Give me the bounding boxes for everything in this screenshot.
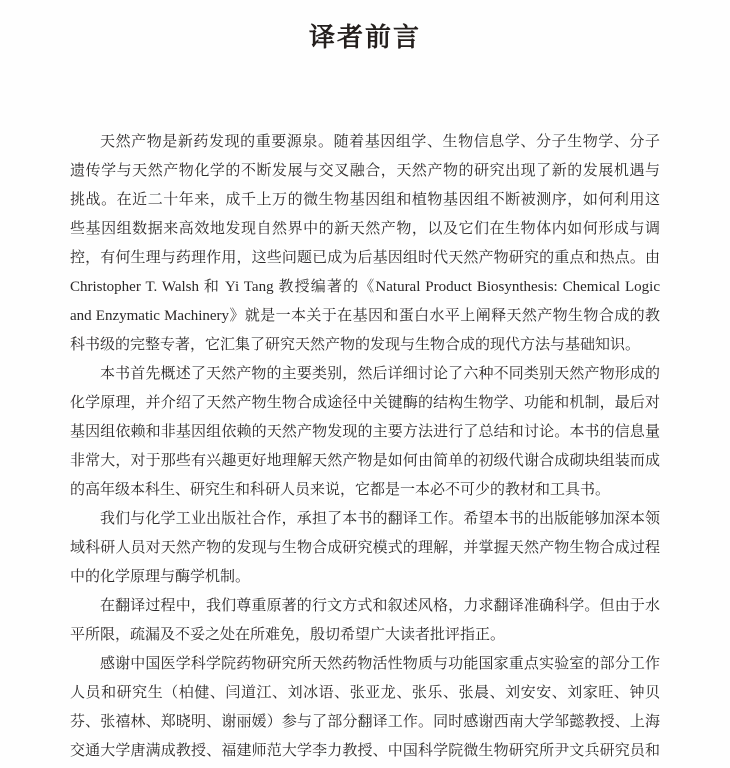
text-line: 在翻译过程中，我们尊重原著的行文方式和叙述风格，力求翻译准确科学。但由于水: [100, 598, 660, 614]
text-line: 非常大，对于那些有兴趣更好地理解天然产物是如何由简单的初级代谢合成砌块组装而成: [70, 453, 660, 469]
text-line: 人员和研究生（柏健、闫道江、刘冰语、张亚龙、张乐、张晨、刘安安、刘家旺、钟贝: [70, 685, 660, 701]
text-line: 挑战。在近二十年来，成千上万的微生物基因组和植物基因组不断被测序，如何利用这: [70, 192, 660, 208]
text-line: 我们与化学工业出版社合作，承担了本书的翻译工作。希望本书的出版能够加深本领: [100, 511, 660, 527]
text-line: 化学原理，并介绍了天然产物生物合成途径中关键酶的结构生物学、功能和机制，最后对: [70, 395, 660, 411]
paragraph-2: [70, 360, 660, 505]
page-title: 译者前言: [308, 23, 421, 53]
text-line: and Enzymatic Machinery》就是一本关于在基因和蛋白水平上阐释天然产物生物合成的教: [70, 308, 660, 324]
text-line: 天然产物是新药发现的重要源泉。随着基因组学、生物信息学、分子生物学、分子: [100, 134, 660, 150]
text-line: 些基因组数据来高效地发现自然界中的新天然产物，以及它们在生物体内如何形成与调: [70, 221, 660, 237]
text-line: 平所限，疏漏及不妥之处在所难免，殷切希望广大读者批评指正。: [70, 627, 506, 643]
text-line: 芬、张禧林、郑晓明、谢丽媛）参与了部分翻译工作。同时感谢西南大学邹懿教授、上海: [70, 714, 660, 730]
text-line: 中的化学原理与酶学机制。: [70, 569, 251, 585]
text-line: 控，有何生理与药理作用，这些问题已成为后基因组时代天然产物研究的重点和热点。由: [70, 250, 660, 266]
text-line: 本书首先概述了天然产物的主要类别，然后详细讨论了六种不同类别天然产物形成的: [100, 366, 660, 382]
preface-body: [70, 128, 660, 766]
text-line: 基因组依赖和非基因组依赖的天然产物发现的主要方法进行了总结和讨论。本书的信息量: [70, 424, 660, 440]
text-line: 交通大学唐满成教授、福建师范大学李力教授、中国科学院微生物研究所尹文兵研究员和: [70, 743, 660, 759]
text-line: 感谢中国医学科学院药物研究所天然药物活性物质与功能国家重点实验室的部分工作: [100, 656, 660, 672]
paragraph-3: [70, 505, 660, 592]
text-line: 域科研人员对天然产物的发现与生物合成研究模式的理解，并掌握天然产物生物合成过程: [70, 540, 660, 556]
text-line: Christopher T. Walsh 和 Yi Tang 教授编著的《Natural Product Biosynthesis: Chemical Logic: [70, 279, 660, 295]
paragraph-1: [70, 128, 660, 360]
paragraph-5: [70, 650, 660, 766]
paragraph-4: [70, 592, 660, 650]
text-line: 遗传学与天然产物化学的不断发展与交叉融合，天然产物的研究出现了新的发展机遇与: [70, 163, 660, 179]
text-line: 的高年级本科生、研究生和科研人员来说，它都是一本必不可少的教材和工具书。: [70, 482, 611, 498]
text-line: 科书级的完整专著，它汇集了研究天然产物的发现与生物合成的现代方法与基础知识。: [70, 337, 641, 353]
